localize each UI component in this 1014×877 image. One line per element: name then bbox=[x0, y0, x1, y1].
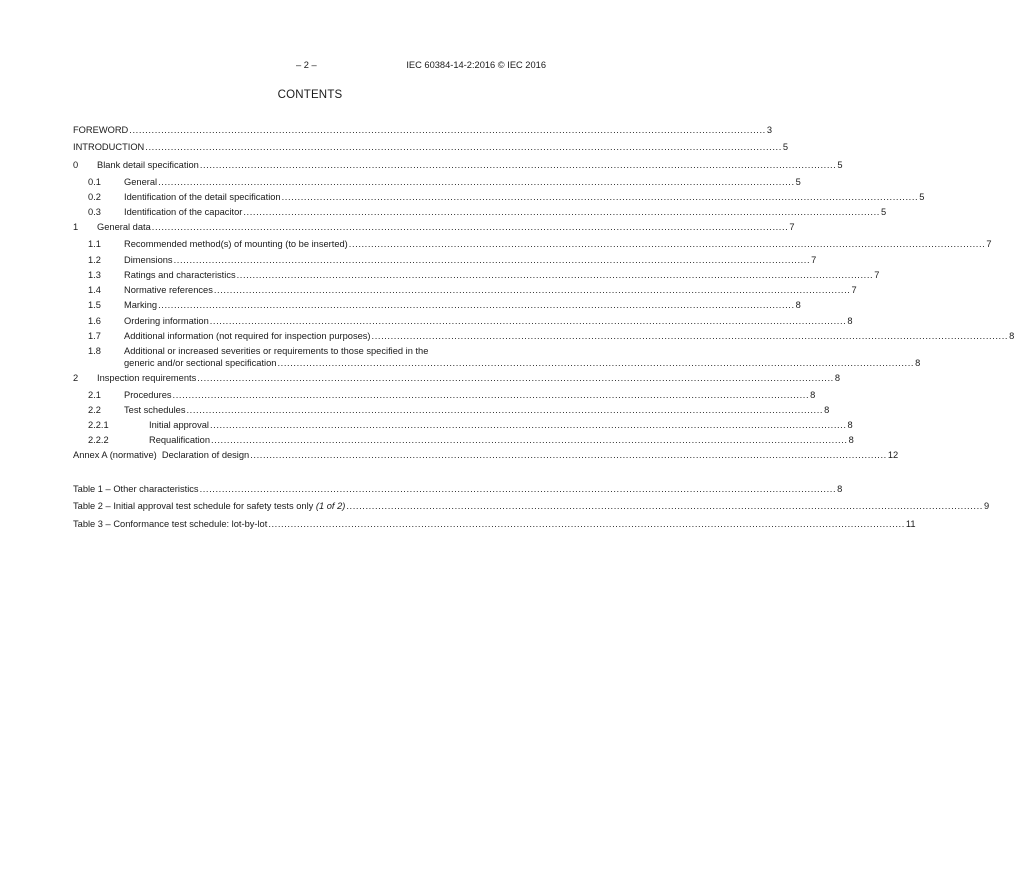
dot-leader: ........................................................................................................................................................................................................ bbox=[346, 501, 983, 511]
toc-page: 5 bbox=[880, 207, 887, 217]
toc-entry-section-1-2[interactable] bbox=[73, 253, 817, 266]
dot-leader: ........................................................................................................................................................................................................ bbox=[197, 373, 834, 383]
toc-page: 12 bbox=[887, 450, 899, 460]
toc-number: 1.1 bbox=[88, 239, 101, 249]
toc-page: 7 bbox=[811, 255, 817, 265]
toc-entry-introduction[interactable] bbox=[73, 140, 789, 153]
toc-page: 5 bbox=[782, 142, 789, 152]
toc-number: 0.1 bbox=[88, 177, 101, 187]
toc-number: 0 bbox=[73, 160, 79, 170]
toc-number: 1.3 bbox=[88, 270, 101, 280]
dot-leader: ........................................................................................................................................................................................................ bbox=[268, 519, 905, 529]
toc-entry-section-0-1[interactable] bbox=[73, 175, 801, 188]
toc-entry-table-3[interactable] bbox=[73, 517, 916, 530]
toc-number: 2.2 bbox=[88, 405, 101, 415]
toc-page: 8 bbox=[837, 484, 843, 494]
dot-leader: ........................................................................................................................................................................................................ bbox=[151, 222, 789, 232]
toc-page: 7 bbox=[851, 285, 857, 295]
dot-leader: ........................................................................................................................................................................................................ bbox=[371, 331, 1009, 341]
toc-number: 1.8 bbox=[88, 346, 101, 356]
toc-label: Test schedules bbox=[124, 405, 186, 415]
toc-label: Normative references bbox=[124, 285, 213, 295]
toc-page: 5 bbox=[795, 177, 801, 187]
contents-title: CONTENTS bbox=[277, 89, 343, 101]
document-reference: IEC 60384-14-2:2016 © IEC 2016 bbox=[406, 60, 546, 70]
toc-label: Ratings and characteristics bbox=[124, 270, 236, 280]
dot-leader: ........................................................................................................................................................................................................ bbox=[158, 300, 795, 310]
toc-page: 8 bbox=[1009, 331, 1014, 341]
toc-entry-section-1[interactable] bbox=[73, 220, 795, 233]
toc-number: 1.6 bbox=[88, 316, 101, 326]
toc-page: 7 bbox=[789, 222, 795, 232]
dot-leader: ........................................................................................................................................................................................................ bbox=[186, 405, 824, 415]
toc-number: 1.2 bbox=[88, 255, 101, 265]
toc-label: Recommended method(s) of mounting (to be inserted) bbox=[124, 239, 348, 249]
toc-entry-section-1-5[interactable] bbox=[73, 298, 801, 311]
dot-leader: ........................................................................................................................................................................................................ bbox=[250, 450, 887, 460]
toc-entry-section-2[interactable] bbox=[73, 371, 840, 384]
dot-leader: ........................................................................................................................................................................................................ bbox=[243, 207, 880, 217]
toc-entry-table-2[interactable] bbox=[73, 499, 990, 512]
toc-label: Procedures bbox=[124, 390, 172, 400]
toc-number: 0.3 bbox=[88, 207, 101, 217]
page-header bbox=[0, 60, 620, 74]
toc-label: General data bbox=[97, 222, 151, 232]
toc-label: Table 1 – Other characteristics bbox=[73, 484, 199, 494]
toc-page: 8 bbox=[847, 420, 853, 430]
toc-entry-section-0-3[interactable] bbox=[73, 205, 887, 218]
dot-leader: ........................................................................................................................................................................................................ bbox=[209, 316, 847, 326]
toc-label: Marking bbox=[124, 300, 158, 310]
toc-entry-section-1-8-line2[interactable] bbox=[73, 356, 921, 369]
toc-label: Annex A (normative) Declaration of design bbox=[73, 450, 250, 460]
toc-page: 7 bbox=[986, 239, 992, 249]
toc-page: 8 bbox=[915, 358, 921, 368]
dot-leader: ........................................................................................................................................................................................................ bbox=[199, 484, 837, 494]
toc-entry-section-2-2[interactable] bbox=[73, 403, 830, 416]
toc-entry-section-1-3[interactable] bbox=[73, 268, 880, 281]
toc-entry-annex-a[interactable] bbox=[73, 448, 899, 461]
toc-label: Additional information (not required for inspection purposes) bbox=[124, 331, 371, 341]
toc-label: Inspection requirements bbox=[97, 373, 197, 383]
toc-page: 8 bbox=[795, 300, 801, 310]
dot-leader: ........................................................................................................................................................................................................ bbox=[129, 125, 766, 135]
toc-label: Table 3 – Conformance test schedule: lot-by-lot bbox=[73, 519, 268, 529]
toc-label: Requalification bbox=[149, 435, 210, 445]
toc-label-italic: (1 of 2) bbox=[315, 501, 346, 511]
toc-page: 5 bbox=[837, 160, 843, 170]
toc-label: Table 2 – Initial approval test schedule for safety tests only bbox=[73, 501, 316, 511]
toc-entry-section-1-7[interactable] bbox=[73, 329, 1014, 342]
toc-page: 8 bbox=[834, 373, 840, 383]
toc-page: 8 bbox=[848, 435, 854, 445]
toc-number: 2.2.2 bbox=[88, 435, 109, 445]
toc-page: 5 bbox=[919, 192, 925, 202]
toc-page: 9 bbox=[983, 501, 990, 511]
toc-label: Identification of the detail specification bbox=[124, 192, 281, 202]
dot-leader: ........................................................................................................................................................................................................ bbox=[213, 285, 851, 295]
toc-number: 2.2.1 bbox=[88, 420, 109, 430]
dot-leader: ........................................................................................................................................................................................................ bbox=[145, 142, 782, 152]
toc-label: INTRODUCTION bbox=[73, 142, 145, 152]
toc-entry-foreword[interactable] bbox=[73, 123, 773, 136]
toc-entry-section-2-1[interactable] bbox=[73, 388, 816, 401]
toc-label: Blank detail specification bbox=[97, 160, 199, 170]
dot-leader: ........................................................................................................................................................................................................ bbox=[277, 358, 915, 368]
dot-leader: ........................................................................................................................................................................................................ bbox=[199, 160, 837, 170]
toc-number: 1 bbox=[73, 222, 79, 232]
dot-leader: ........................................................................................................................................................................................................ bbox=[281, 192, 919, 202]
dot-leader: ........................................................................................................................................................................................................ bbox=[172, 390, 810, 400]
toc-label: generic and/or sectional specification bbox=[124, 358, 277, 368]
toc-number: 2.1 bbox=[88, 390, 101, 400]
toc-number: 2 bbox=[73, 373, 79, 383]
toc-page: 8 bbox=[847, 316, 853, 326]
toc-entry-section-1-4[interactable] bbox=[73, 283, 857, 296]
toc-label: Identification of the capacitor bbox=[124, 207, 243, 217]
toc-entry-section-2-2-1[interactable] bbox=[73, 418, 853, 431]
dot-leader: ........................................................................................................................................................................................................ bbox=[236, 270, 874, 280]
page-number: – 2 – bbox=[296, 60, 317, 70]
toc-number: 1.4 bbox=[88, 285, 101, 295]
toc-entry-section-0-2[interactable] bbox=[73, 190, 925, 203]
toc-number: 1.5 bbox=[88, 300, 101, 310]
toc-label: FOREWORD bbox=[73, 125, 129, 135]
dot-leader: ........................................................................................................................................................................................................ bbox=[173, 255, 811, 265]
toc-number: 1.7 bbox=[88, 331, 101, 341]
toc-page: 8 bbox=[810, 390, 816, 400]
toc-page: 3 bbox=[766, 125, 773, 135]
dot-leader: ........................................................................................................................................................................................................ bbox=[210, 435, 848, 445]
toc-entry-section-1-6[interactable] bbox=[73, 314, 853, 327]
toc-page: 8 bbox=[824, 405, 830, 415]
toc-label: Additional or increased severities or requirements to those specified in the bbox=[124, 346, 429, 356]
toc-entry-table-1[interactable] bbox=[73, 482, 843, 495]
toc-page: 11 bbox=[905, 519, 916, 529]
toc-label: Ordering information bbox=[124, 316, 209, 326]
toc-entry-section-1-1[interactable] bbox=[73, 237, 992, 250]
dot-leader: ........................................................................................................................................................................................................ bbox=[158, 177, 795, 187]
toc-label: Dimensions bbox=[124, 255, 173, 265]
toc-label: General bbox=[124, 177, 158, 187]
toc-page: 7 bbox=[874, 270, 880, 280]
dot-leader: ........................................................................................................................................................................................................ bbox=[209, 420, 847, 430]
toc-entry-section-2-2-2[interactable] bbox=[73, 433, 854, 446]
dot-leader: ........................................................................................................................................................................................................ bbox=[348, 239, 986, 249]
toc-number: 0.2 bbox=[88, 192, 101, 202]
toc-entry-section-0[interactable] bbox=[73, 158, 843, 171]
toc-label: Initial approval bbox=[149, 420, 209, 430]
